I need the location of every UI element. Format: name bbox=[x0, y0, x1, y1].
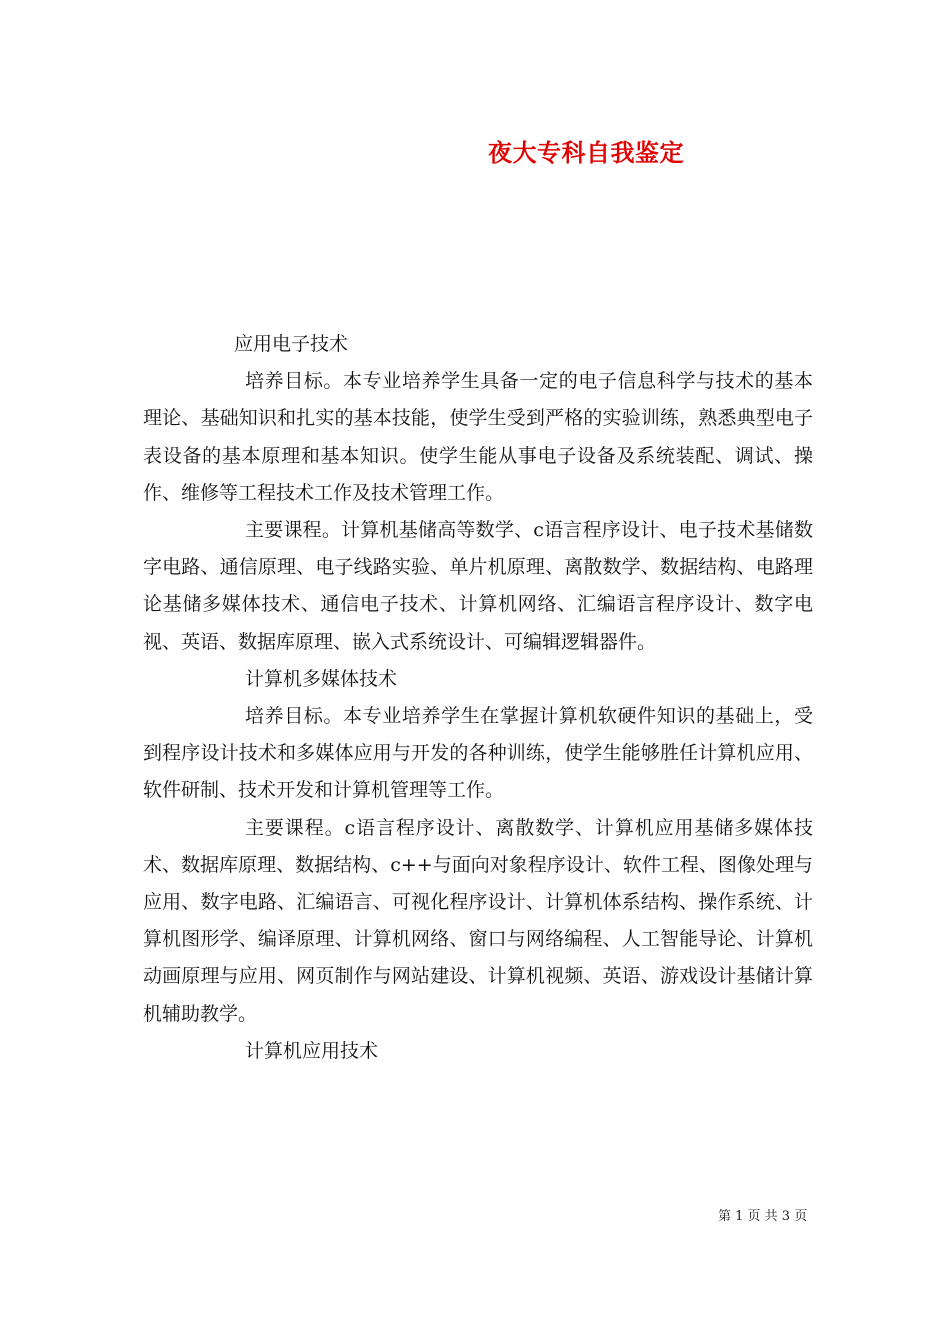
section-objective: 培养目标。本专业培养学生具备一定的电子信息科学与技术的基本理论、基础知识和扎实的基本技能，使学生受到严格的实验训练，熟悉典型电子表设备的基本原理和基本知识。使学生能从事电子设备及系统装配、调试、操作、维修等工程技术工作及技术管理工作。 bbox=[143, 370, 813, 504]
section-heading: 计算机多媒体技术 bbox=[245, 667, 398, 690]
section-heading: 计算机应用技术 bbox=[245, 1039, 379, 1062]
section-heading: 应用电子技术 bbox=[234, 333, 349, 355]
section-courses: 主要课程。c语言程序设计、离散数学、计算机应用基储多媒体技术、数据库原理、数据结构、c++与面向对象程序设计、软件工程、图像处理与应用、数字电路、汇编语言、可视化程序设计、计算机体系结构、操作系统、计算机图形学、编译原理、计算机网络、窗口与网络编程、人工智能导论、计算机动画原理与应用、网页制作与网站建设、计算机视频、英语、游戏设计基储计算机辅助教学。 bbox=[143, 816, 813, 1025]
section-objective: 培养目标。本专业培养学生在掌握计算机软硬件知识的基础上，受到程序设计技术和多媒体应用与开发的各种训练，使学生能够胜任计算机应用、软件研制、技术开发和计算机管理等工作。 bbox=[143, 705, 813, 802]
document-title: 夜大专科自我鉴定 bbox=[488, 138, 684, 167]
page-number-footer: 第 1 页 共 3 页 bbox=[718, 1209, 808, 1224]
section-courses: 主要课程。计算机基储高等数学、c语言程序设计、电子技术基储数字电路、通信原理、电子线路实验、单片机原理、离散数学、数据结构、电路理论基储多媒体技术、通信电子技术、计算机网络、汇编语言程序设计、数字电视、英语、数据库原理、嵌入式系统设计、可编辑逻辑器件。 bbox=[143, 519, 813, 653]
document-body bbox=[143, 326, 813, 1070]
